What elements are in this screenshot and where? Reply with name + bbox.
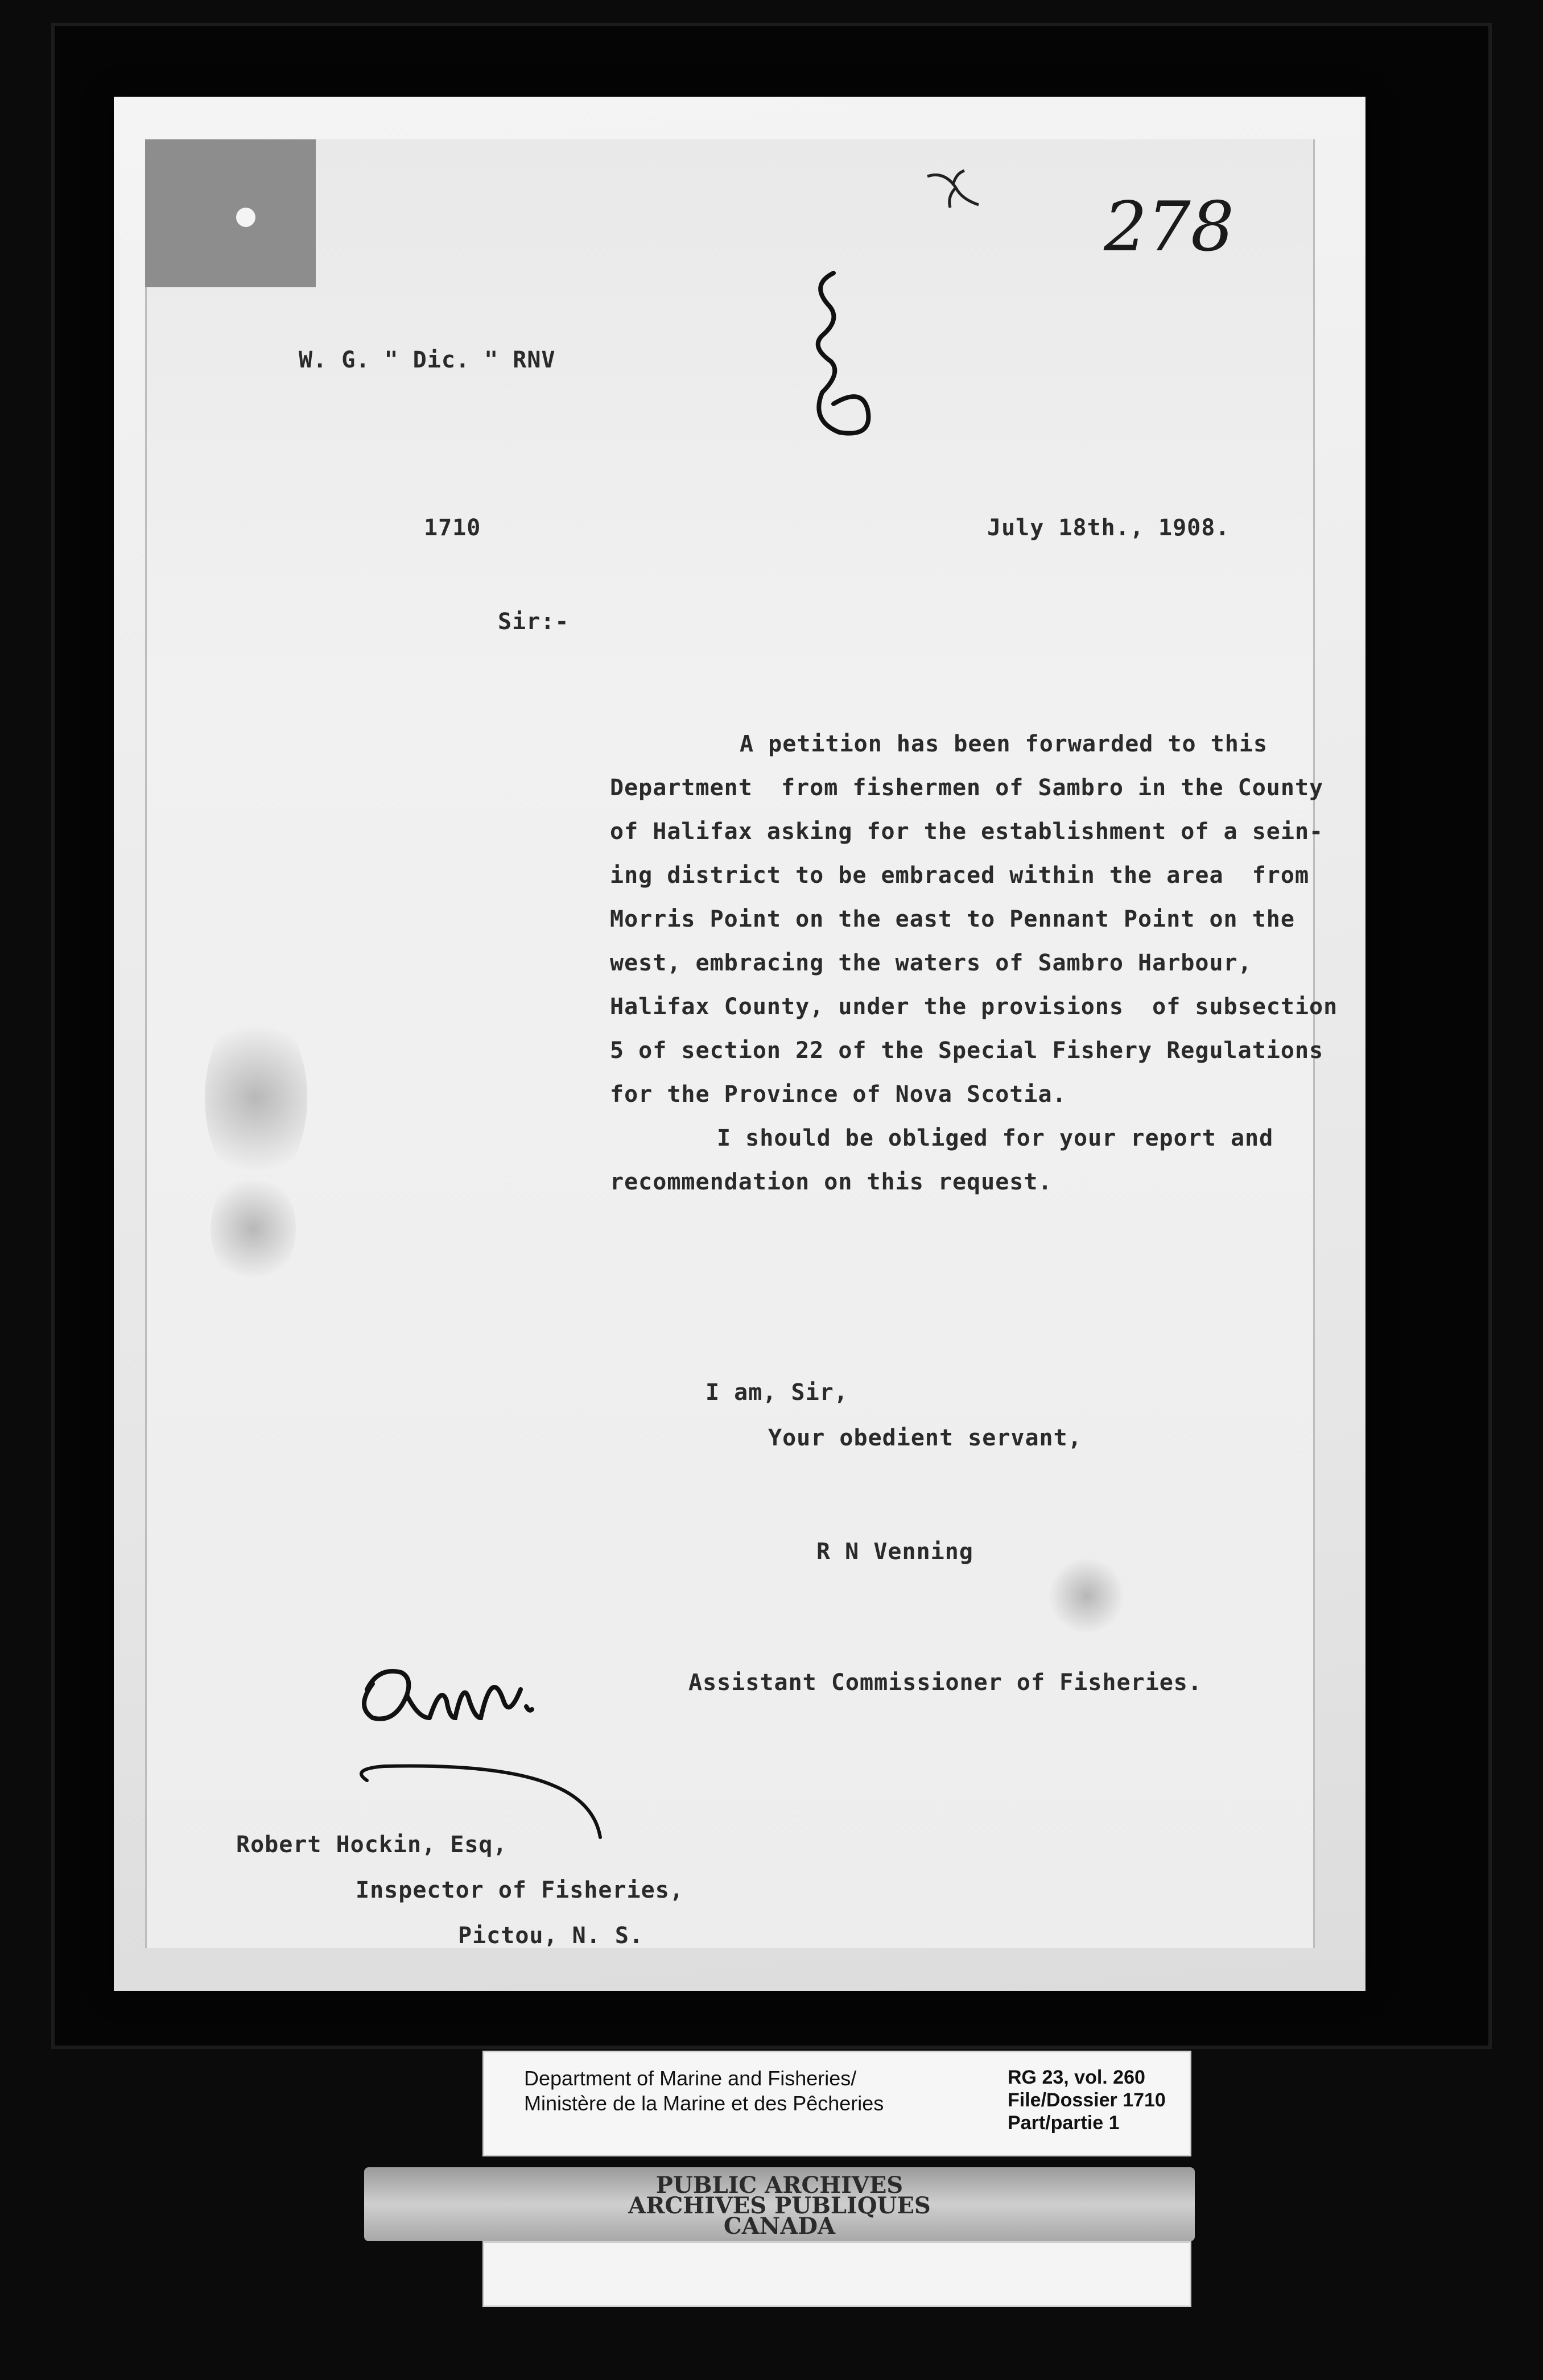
file-number: 1710: [424, 515, 481, 541]
department-block: [524, 2066, 884, 2116]
stamp-line: PUBLIC ARCHIVES: [655, 2172, 903, 2199]
letter-date: July 18th., 1908.: [987, 515, 1230, 541]
addressee-title: Inspector of Fisheries,: [356, 1877, 684, 1903]
body-line: west, embracing the waters of Sambro Harbour,: [610, 950, 1252, 976]
reference-block: [1008, 2066, 1166, 2134]
ink-smudge: [1047, 1559, 1127, 1633]
punch-hole: [236, 208, 255, 227]
corner-tab: [145, 139, 316, 287]
stamp-base: [482, 2241, 1191, 2307]
department-fr: Ministère de la Marine et des Pêcheries: [524, 2092, 884, 2115]
closing-line: Your obedient servant,: [768, 1425, 1082, 1451]
ink-blot-icon: [922, 165, 990, 216]
stamp-line: ARCHIVES PUBLIQUES: [628, 2192, 931, 2219]
signer-title: Assistant Commissioner of Fisheries.: [688, 1670, 1202, 1696]
stamp-line: CANADA: [723, 2213, 836, 2239]
part-reference: Part/partie 1: [1008, 2112, 1120, 2134]
body-line: 5 of section 22 of the Special Fishery Regulations: [610, 1038, 1324, 1064]
letter-page: [114, 97, 1365, 1991]
body-line: of Halifax asking for the establishment of a sein-: [610, 819, 1324, 845]
handwritten-page-number: 278: [1104, 188, 1235, 267]
file-reference: File/Dossier 1710: [1008, 2089, 1166, 2111]
initials-signature: [333, 1633, 651, 1849]
addressee-location: Pictou, N. S.: [458, 1923, 644, 1949]
record-group: RG 23, vol. 260: [1008, 2067, 1145, 2088]
closing-line: I am, Sir,: [706, 1379, 848, 1406]
reference-code: W. G. " Dic. " RNV: [299, 347, 556, 373]
addressee-name: Robert Hockin, Esq,: [236, 1832, 508, 1858]
archive-label: [482, 2051, 1191, 2156]
body-line: A petition has been forwarded to this: [740, 731, 1268, 757]
department-en: Department of Marine and Fisheries/: [524, 2067, 857, 2090]
ink-smudge: [205, 1007, 307, 1189]
body-line: Morris Point on the east to Pennant Point on the: [610, 906, 1295, 932]
signer-name: R N Venning: [816, 1539, 973, 1565]
salutation: Sir:-: [498, 609, 570, 635]
body-line: Halifax County, under the provisions of subsection: [610, 994, 1338, 1020]
body-line: recommendation on this request.: [610, 1169, 1053, 1195]
body-line: I should be obliged for your report and: [717, 1125, 1274, 1151]
archive-stamp: [364, 2167, 1195, 2241]
handwritten-mark-icon: [799, 262, 896, 449]
ink-smudge: [211, 1172, 296, 1286]
body-line: Department from fishermen of Sambro in the County: [610, 775, 1324, 801]
body-line: for the Province of Nova Scotia.: [610, 1081, 1067, 1108]
body-line: ing district to be embraced within the area from: [610, 862, 1310, 889]
